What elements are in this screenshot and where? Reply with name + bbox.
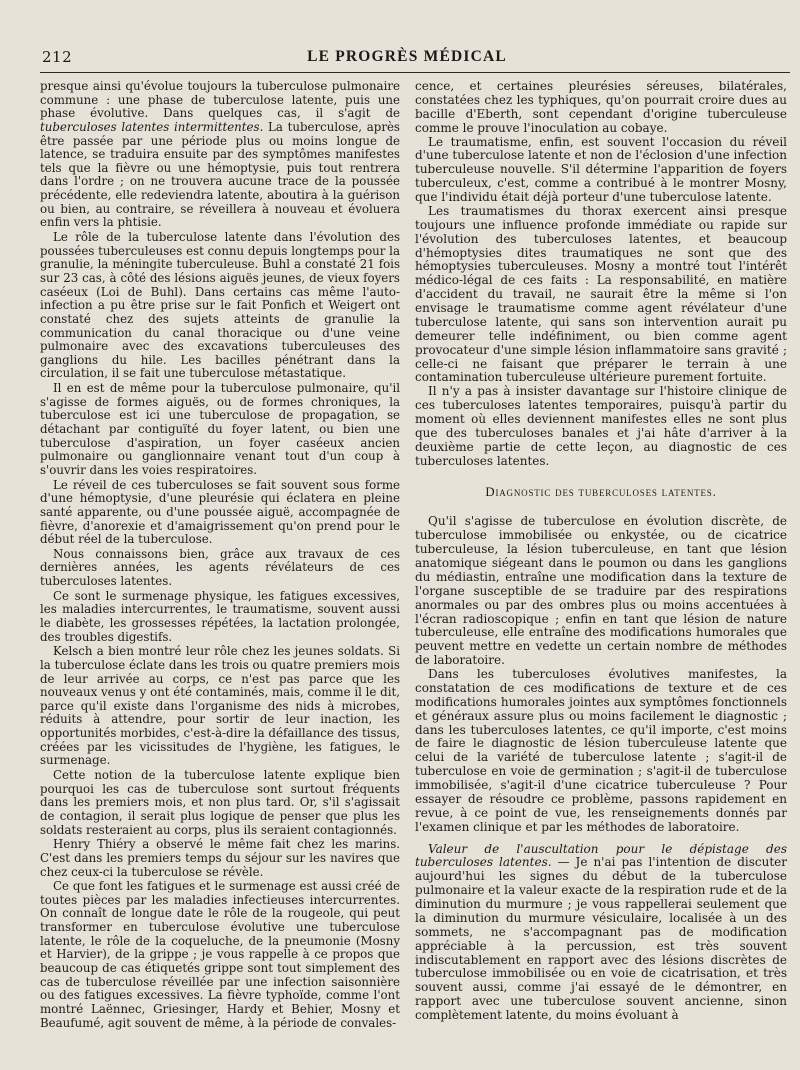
paragraph: Kelsch a bien montré leur rôle chez les jeunes soldats. Si la tuberculose éclate dans les trois ou quatre premiers mois de leur arrivée au corps, ce n'est pas parce que les nouveaux venus y ont été contaminés, mais, comme il le dit, parce qu'il existe dans l'organisme des nids à microbes, réduits à attendre, pour sortir de leur inaction, les opportunités morbides, c'est-à-dire la défaillance des tissus, créées par les vicissitudes de l'hygiène, les fatigues, le surmenage. bbox=[40, 644, 400, 768]
paragraph: Cette notion de la tuberculose latente explique bien pourquoi les cas de tuberculose sont surtout fréquents dans les premiers mois, et non plus tard. Or, s'il s'agissait de contagion, il serait plus logique de penser que plus les soldats resteraient au corps, plus ils seraient contagionnés. bbox=[40, 768, 400, 837]
page-number: 212 bbox=[42, 48, 73, 66]
paragraph: Il en est de même pour la tuberculose pulmonaire, qu'il s'agisse de formes aiguës, ou de formes chroniques, la tuberculose est ici une tuberculose de propagation, se détachant par contiguïté du foyer latent, ou bien une tuberculose d'aspiration, un foyer caséeux ancien pulmonaire ou ganglionnaire venant tout d'un coup à s'ouvrir dans les voies respiratoires. bbox=[40, 381, 400, 477]
paragraph-text: . La tuberculose, après être passée par une période plus ou moins longue de latence, se traduira ensuite par des symptômes manifestes tels que la fièvre ou une hémoptysie, puis tout rentrera dans l'ordre ; on ne trouvera aucune trace de la poussée précédente, elle redeviendra latente, aboutira à la guérison ou bien, au contraire, se réveillera à nouveau et évoluera enfin vers la phtisie. bbox=[40, 119, 400, 230]
emphasis: tuberculoses latentes intermittentes bbox=[40, 119, 260, 134]
page-header bbox=[22, 48, 792, 70]
paragraph: Ce sont le surmenage physique, les fatigues excessives, les maladies intercurrentes, le traumatisme, souvent aussi le diabète, les grossesses répétées, la lactation prolongée, des troubles digestifs. bbox=[40, 588, 400, 644]
paragraph: Qu'il s'agisse de tuberculose en évolution discrète, de tuberculose immobilisée ou enkystée, ou de cicatrice tuberculeuse, la lésion tuberculeuse, en tant que lésion anatomique siégeant dans le poumon ou dans les ganglions du médiastin, entraîne une modification dans la texture de l'organe susceptible de se traduire par des respirations anormales ou par des ombres plus ou moins accentuées à l'écran radioscopique ; enfin en tant que lésion de nature tuberculeuse, elle entraîne des modifications humorales que peuvent mettre en vedette un certain nombre de méthodes de laboratoire. bbox=[415, 514, 787, 668]
section-heading: Diagnostic des tuberculoses latentes. bbox=[485, 484, 717, 499]
paragraph: Les traumatismes du thorax exercent ainsi presque toujours une influence profonde immédiate ou rapide sur l'évolution des tuberculoses latentes, et beaucoup d'hémoptysies dites traumatiques ne sont que des hémoptysies tuberculeuses. Mosny a montré tout l'intérêt médico-légal de ces faits : La responsabilité, en matière d'accident du travail, ne saurait être la même si l'on envisage le traumatisme comme agent révélateur d'une tuberculose latente, qui sans son intervention aurait pu demeurer telle indéfiniment, ou bien comme agent provocateur d'une simple lésion inflammatoire sans gravité ; celle-ci ne faisant que préparer le terrain à une contamination tuberculeuse ultérieure purement fortuite. bbox=[415, 203, 787, 385]
paragraph bbox=[40, 80, 400, 230]
paragraph bbox=[415, 843, 787, 1023]
paragraph: Le traumatisme, enfin, est souvent l'occasion du réveil d'une tuberculose latente et non de l'éclosion d'une infection tuberculeuse nouvelle. S'il détermine l'apparition de foyers tuberculeux, c'est, comme a contribué à le montrer Mosny, que l'individu était déjà porteur d'une tuberculose latente. bbox=[415, 134, 787, 204]
left-column bbox=[40, 80, 400, 1030]
paragraph: Henry Thiéry a observé le même fait chez les marins. C'est dans les premiers temps du séjour sur les navires que chez ceux-ci la tuberculose se révèle. bbox=[40, 837, 400, 879]
paragraph: Le réveil de ces tuberculoses se fait souvent sous forme d'une hémoptysie, d'une pleurésie qui éclatera en pleine santé apparente, ou d'une poussée aiguë, accompagnée de fièvre, d'anorexie et d'amaigrissement qu'on prend pour le début réel de la tuberculose. bbox=[40, 477, 400, 547]
paragraph: Le rôle de la tuberculose latente dans l'évolution des poussées tuberculeuses est connu depuis longtemps pour la granulie, la méningite tuberculeuse. Buhl a constaté 21 fois sur 23 cas, à côté des lésions aiguës jeunes, de vieux foyers caséeux (Loi de Buhl). Dans certains cas même l'auto-infection a pu être prise sur le fait Ponfich et Weigert ont constaté chez des sujets atteints de granulie la communication du canal thoracique ou d'une veine pulmonaire avec des excavations tuberculeuses des ganglions du hile. Les bacilles pénétrant dans la circulation, il se fait une tuberculose métastatique. bbox=[40, 230, 400, 381]
paragraph: Ce que font les fatigues et le surmenage est aussi créé de toutes pièces par les maladies infectieuses intercurrentes. On connaît de longue date le rôle de la rougeole, qui peut transformer en tuberculose évolutive une tuberculose latente, le rôle de la coqueluche, de la pneumonie (Mosny et Harvier), de la grippe ; je vous rappelle à ce propos que beaucoup de cas étiquetés grippe sont tout simplement des cas de tuberculose réveillée par une infection saisonnière ou des fatigues excessives. La fièvre typhoïde, comme l'ont montré Laënnec, Griesinger, Hardy et Behier, Mosny et Beaufumé, agit souvent de même, à la période de convales- bbox=[40, 879, 400, 1030]
paragraph-text: — Je n'ai pas l'intention de discuter aujourd'hui les signes du début de la tuberculose pulmonaire et la valeur exacte de la respiration rude et de la diminution du murmure ; je vous rappellerai seulement que la diminution du murmure vésiculaire, localisée à un des sommets, ne s'accompagnant pas de modification appréciable à la percussion, est très souvent indiscutablement en rapport avec des lésions discrètes de tuberculose immobilisée ou en voie de cicatrisation, et très souvent aussi, comme j'ai essayé de le démontrer, en rapport avec une tuberculose souvent ancienne, sinon complètement latente, du moins évoluant à bbox=[415, 855, 787, 1022]
journal-title: LE PROGRÈS MÉDICAL bbox=[307, 48, 507, 65]
paragraph: cence, et certaines pleurésies séreuses, bilatérales, constatées chez les typhiques, qu'on pourrait croire dues au bacille d'Eberth, sont cependant d'origine tuberculeuse comme le prouve l'inoculation au cobaye. bbox=[415, 79, 787, 135]
right-column bbox=[415, 80, 787, 1023]
paragraph: Nous connaissons bien, grâce aux travaux de ces dernières années, les agents révélateurs de ces tuberculoses latentes. bbox=[40, 546, 400, 589]
header-rule bbox=[40, 72, 790, 73]
paragraph-lead: Valeur de l'auscultation pour le dépistage des tuberculoses latentes. bbox=[415, 841, 787, 870]
paragraph: Dans les tuberculoses évolutives manifestes, la constatation de ces modifications de texture et de ces modifications humorales jointes aux symptômes fonctionnels et généraux assure plus ou moins facilement le diagnostic ; dans les tuberculoses latentes, ce qu'il importe, c'est moins de faire le diagnostic de lésion tuberculeuse latente que celui de la variété de tuberculose latente ; s'agit-il de tuberculose en voie de germination ; s'agit-il de tuberculose immobilisée, s'agit-il d'une cicatrice tuberculeuse ? Pour essayer de résoudre ce problème, passons rapidement en revue, à ce point de vue, les renseignements donnés par l'examen clinique et par les méthodes de laboratoire. bbox=[415, 667, 787, 834]
paragraph: Il n'y a pas à insister davantage sur l'histoire clinique de ces tuberculoses latentes temporaires, puisqu'à partir du moment où elles deviennent manifestes elles ne sont plus que des tuberculoses banales et j'ai hâte d'arriver à la deuxième partie de cette leçon, au diagnostic de ces tuberculoses latentes. bbox=[415, 384, 787, 468]
paragraph-text: presque ainsi qu'évolue toujours la tuberculose pulmonaire commune : une phase de tuberculose latente, puis une phase évolutive. Dans quelques cas, il s'agit de bbox=[40, 79, 400, 121]
